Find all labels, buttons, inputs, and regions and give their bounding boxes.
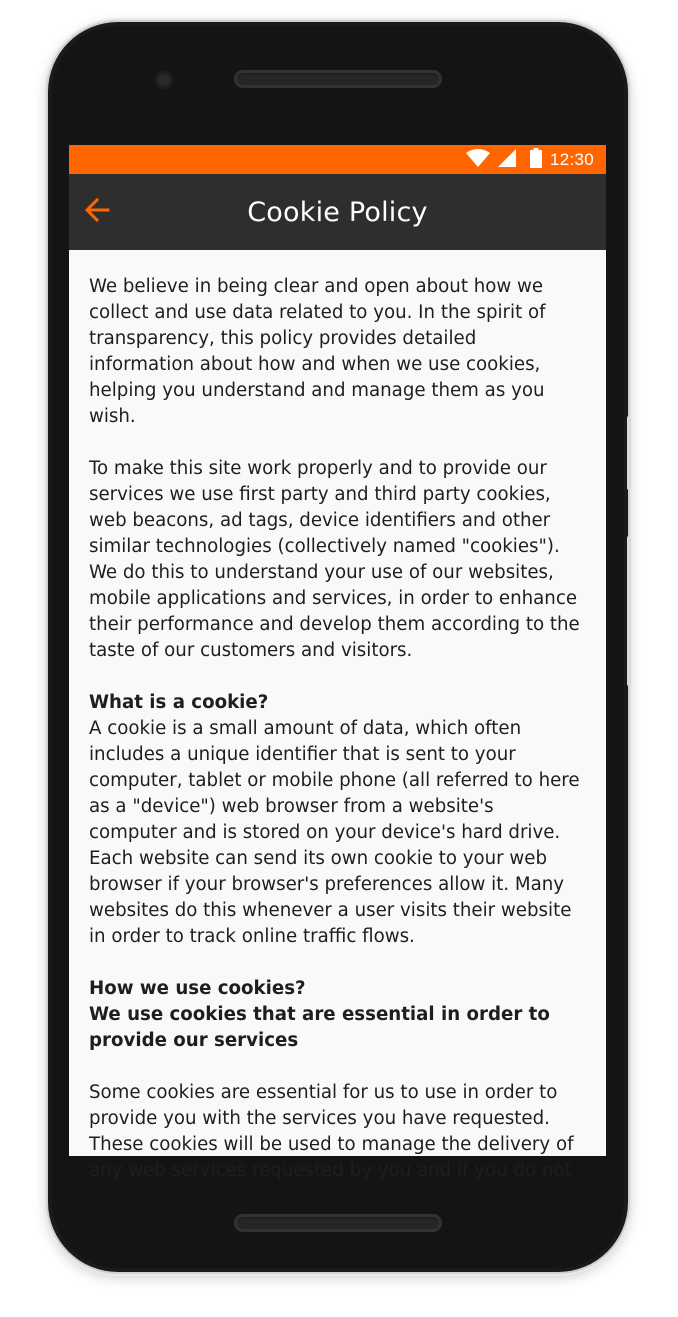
status-icons <box>466 145 594 174</box>
signal-icon <box>498 149 516 171</box>
wifi-icon <box>466 149 490 171</box>
page-title: Cookie Policy <box>247 196 428 228</box>
intro-paragraph: We believe in being clear and open about how we collect and use data related to you. In the spirit of transparency, this policy provides detailed information about how and when we use cookies, helping you understand and manage them as you wish. <box>89 276 546 427</box>
bottom-speaker <box>234 1214 442 1232</box>
section-heading-how-we-use: How we use cookies? <box>89 978 306 999</box>
battery-icon <box>530 148 542 172</box>
front-camera <box>155 71 173 89</box>
status-bar <box>69 145 606 174</box>
earpiece-speaker <box>234 70 442 88</box>
section-subheading-essential: We use cookies that are essential in order to provide our services <box>89 1004 550 1051</box>
power-button <box>627 536 631 686</box>
status-time: 12:30 <box>549 149 594 169</box>
section-heading-what-is-cookie: What is a cookie? <box>89 692 269 713</box>
back-button[interactable] <box>79 194 115 230</box>
essential-cookies-paragraph: Some cookies are essential for us to use in order to provide you with the services you have requested. These cookies will be used to manage the delivery of any web services requested by you and if you do not <box>89 1082 574 1181</box>
arrow-back-icon <box>84 198 110 226</box>
cookie-definition-paragraph: A cookie is a small amount of data, which often includes a unique identifier that is sent to your computer, tablet or mobile phone (all referred to here as a "device") web browser from a website's computer and is stored on your device's hard drive. Each website can send its own cookie to your web browser if your browser's preferences allow it. Many websites do this whenever a user visits their website in order to track online traffic flows. <box>89 718 580 947</box>
policy-content[interactable] <box>69 250 606 1184</box>
screen <box>69 145 606 1181</box>
app-bar <box>69 174 606 250</box>
usage-paragraph: To make this site work properly and to provide our services we use first party and third party cookies, web beacons, ad tags, device identifiers and other similar technologies (collectively named "cookies"). We do this to understand your use of our websites, mobile applications and services, in order to enhance their performance and develop them according to the taste of our customers and visitors. <box>89 458 580 661</box>
volume-button <box>627 416 631 490</box>
